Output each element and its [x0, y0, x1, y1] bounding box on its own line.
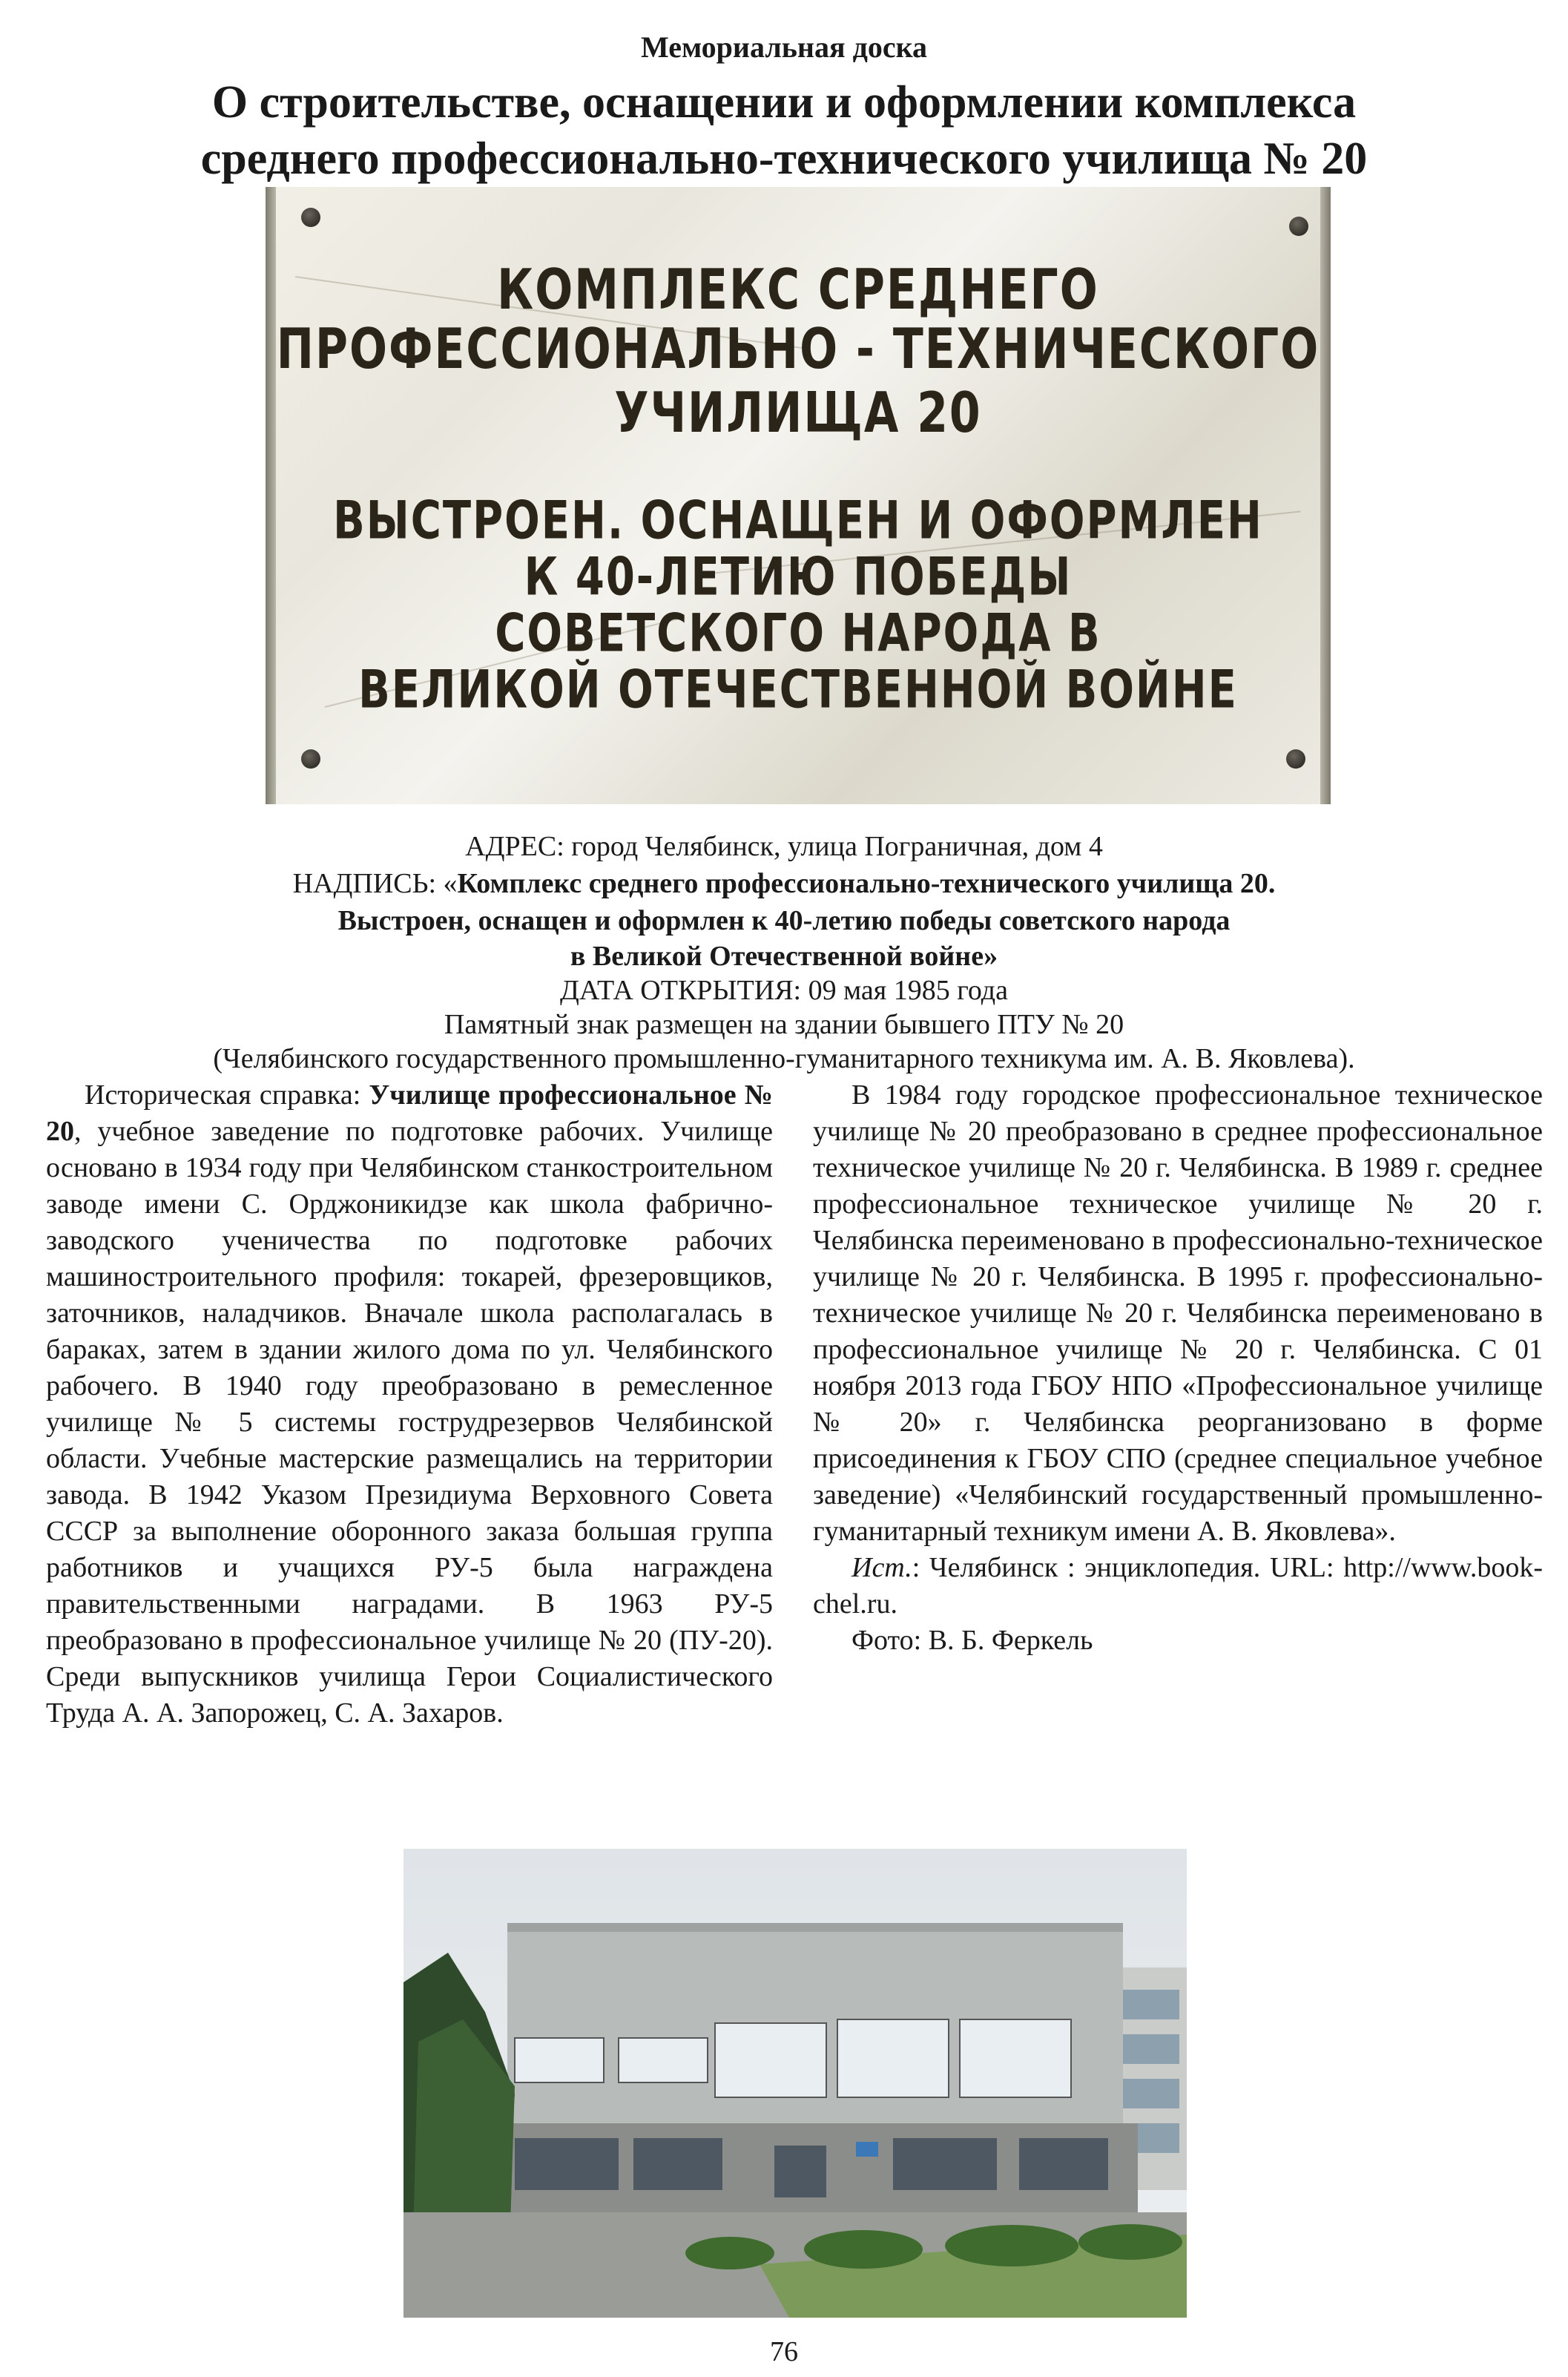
source-reference [813, 1550, 1543, 1623]
plaque-bolt [301, 749, 320, 769]
plaque-line-3: УЧИЛИЩА 20 [614, 381, 982, 446]
ground-windows [515, 2138, 1108, 2197]
source-text: : Челябинск : энциклопедия. URL: http://www.book-chel.ru. [813, 1552, 1543, 1620]
plaque-line-4: ВЫСТРОЕН. ОСНАЩЕН И ОФОРМЛЕН [333, 490, 1263, 552]
plaque-line-2: ПРОФЕССИОНАЛЬНО - ТЕХНИЧЕСКОГО [276, 317, 1320, 382]
entrance-sign [856, 2142, 878, 2157]
inscription-line-2 [0, 902, 1568, 939]
history-continued: В 1984 году городское профессиональное техническое училище № 20 преобразовано в среднее профессиональное техническое училище № 20 г. Челябинска. В 1989 г. среднее профессиональное техническое училище № 20 г. Челябинска переименовано в профессионально-техническое училище № 20 г. Челябинска. В 1995 г. профессионально-техническое училище № 20 г. Челябинска переименовано в профессиональное училище № 20 г. Челябинска. С 01 ноября 2013 года ГБОУ НПО «Профессиональное училище № 20» г. Челябинска реорганизовано в форме присоединения к ГБОУ СПО (среднее специальное учебное заведение) «Челябинский государственный промышленно-гуманитарный техникум имени А. В. Яковлева». [813, 1079, 1543, 1547]
title-line-2: среднего профессионально-технического училища № 20 [200, 134, 1368, 184]
location-note-line-1: Памятный знак размещен на здании бывшего ПТУ № 20 [444, 1009, 1124, 1040]
historical-note-label: Историческая справка: [85, 1079, 369, 1111]
historical-note [46, 1077, 773, 1732]
source-label: Ист. [851, 1552, 912, 1583]
inscription-text: Выстроен, оснащен и оформлен к 40-летию победы советского народа [337, 905, 1231, 936]
opening-date: ДАТА ОТКРЫТИЯ: 09 мая 1985 года [560, 975, 1008, 1006]
plaque-bolt [1286, 749, 1305, 769]
plaque-bolt [1289, 217, 1308, 236]
photo-credit: Фото: В. Б. Феркель [851, 1625, 1093, 1656]
left-column [46, 1077, 773, 1732]
building-illustration [403, 1849, 1187, 2318]
historical-note-subject: Училище профессиональное № 20 [46, 1079, 773, 1147]
building-photo [403, 1849, 1187, 2318]
plaque-line-1: КОМПЛЕКС СРЕДНЕГО [497, 257, 1099, 323]
inscription-label: НАДПИСЬ: « [292, 868, 458, 899]
page-title [45, 74, 1523, 187]
plaque-bolt [301, 208, 320, 227]
historical-note-text: , учебное заведение по подготовке рабочих. Училище основано в 1934 году при Челябинском станкостроительном заводе имени С. Орджоникидзе как школа фабрично-заводского ученичества по подготовке рабочих машиностроительного профиля: токарей, фрезеровщиков, заточников, наладчиков. Вначале школа располагалась в бараках, затем в здании жилого дома по ул. Челябинского рабочего. В 1940 году преобразовано в ремесленное училище № 5 системы гострудрезервов Челябинской области. Учебные мастерские размещались на территории завода. В 1942 Указом Президиума Верховного Совета СССР за выполнение оборонного заказа большая группа работников и учащихся РУ-5 была награждена правительственными наградами. В 1963 РУ-5 преобразовано в профессиональное училище № 20 (ПУ-20). Среди выпускников училища Герои Социалистического Труда А. А. Запорожец, С. А. Захаров. [46, 1116, 773, 1729]
location-note-line-2: (Челябинского государственного промышленно-гуманитарного техникума им. А. В. Яковлева). [213, 1043, 1355, 1074]
roof-edge [507, 1923, 1123, 1932]
inscription-line-3 [0, 938, 1568, 975]
plaque-line-7: ВЕЛИКОЙ ОТЕЧЕСТВЕННОЙ ВОЙНЕ [358, 660, 1238, 721]
inscription-text: в Великой Отечественной войне» [570, 941, 998, 972]
title-line-1: О строительстве, оснащении и оформлении комплекса [211, 77, 1357, 128]
inscription-line-1 [0, 865, 1568, 902]
overline-label: Мемориальная доска [640, 30, 928, 64]
right-column [813, 1077, 1543, 1659]
plaque-line-6: СОВЕТСКОГО НАРОДА В [495, 603, 1101, 665]
plaque-photo [266, 187, 1331, 804]
plaque-line-5: К 40-ЛЕТИЮ ПОБЕДЫ [524, 547, 1073, 608]
page-number: 76 [770, 2336, 798, 2367]
address-line: АДРЕС: город Челябинск, улица Пограничная, дом 4 [465, 831, 1103, 862]
inscription-text: Комплекс среднего профессионально-технического училища 20. [457, 868, 1276, 899]
